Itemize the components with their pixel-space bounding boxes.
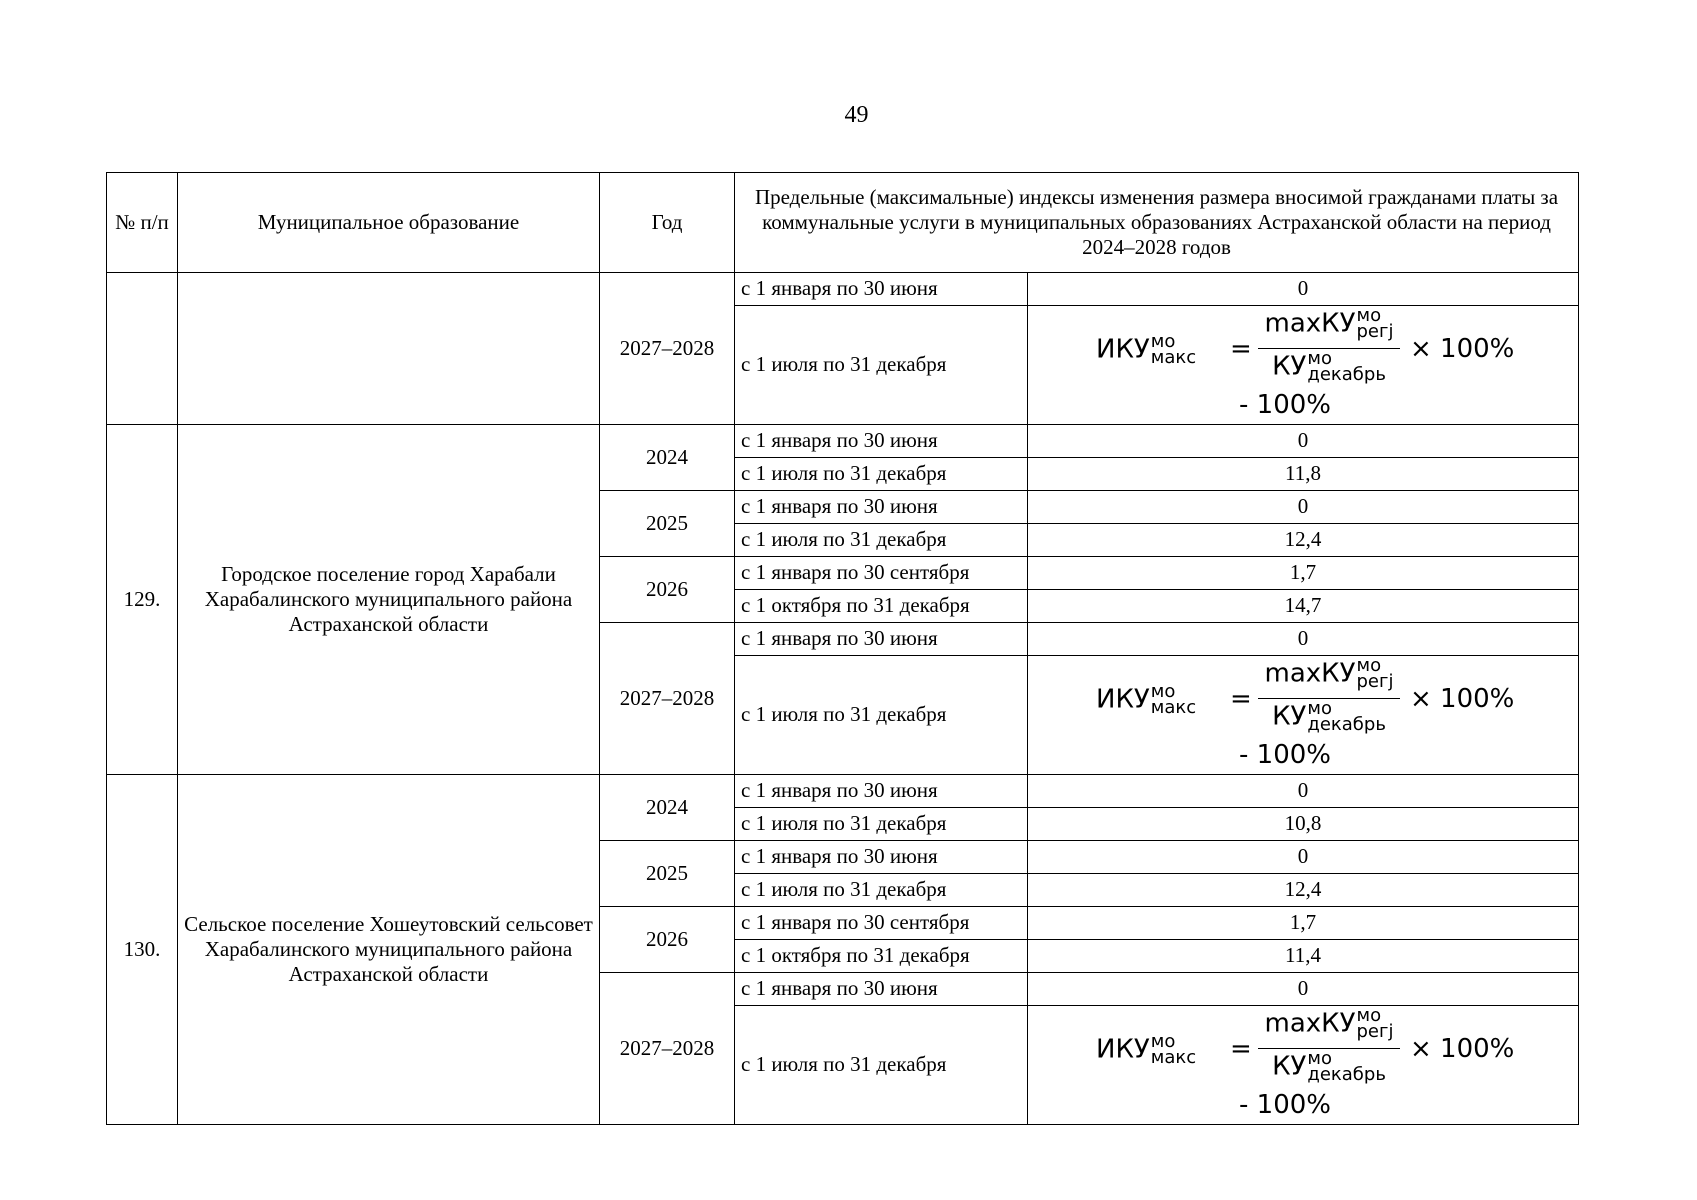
table-row — [107, 775, 1579, 808]
period-cell: с 1 октября по 31 декабря — [735, 590, 1028, 623]
formula-times: × 100% — [1410, 334, 1515, 364]
formula-lhs: ИКУ мо макс — [1096, 331, 1197, 369]
period-cell: с 1 октября по 31 декабря — [735, 940, 1028, 973]
year-cell: 2024 — [600, 775, 735, 841]
row-number: 130. — [107, 775, 178, 1125]
year-cell: 2025 — [600, 841, 735, 907]
period-cell: с 1 июля по 31 декабря — [735, 808, 1028, 841]
formula-times: × 100% — [1410, 684, 1515, 714]
header-index: Предельные (максимальные) индексы изменения размера вносимой гражданами платы за коммунальные услуги в муниципальных образованиях Астраханской области на период 2024–2028 годов — [735, 173, 1579, 273]
period-cell: с 1 января по 30 сентября — [735, 907, 1028, 940]
formula-cell — [1028, 306, 1579, 425]
formula-lhs: ИКУ мо макс — [1096, 1031, 1197, 1069]
indices-table — [106, 172, 1579, 1125]
period-cell: с 1 января по 30 июня — [735, 973, 1028, 1006]
row-number: 129. — [107, 425, 178, 775]
year-cell: 2024 — [600, 425, 735, 491]
period-cell: с 1 января по 30 июня — [735, 623, 1028, 656]
table-body — [107, 273, 1579, 1125]
formula-lhs: ИКУ мо макс — [1096, 681, 1197, 719]
header-num: № п/п — [107, 173, 178, 273]
index-value: 0 — [1028, 973, 1579, 1006]
formula-numerator: maxКУ мо регj — [1264, 305, 1394, 343]
formula-denominator: КУ мо декабрь — [1272, 348, 1386, 386]
table-row — [107, 273, 1579, 306]
table-row — [107, 425, 1579, 458]
formula-denominator: КУ мо декабрь — [1272, 698, 1386, 736]
period-cell: с 1 января по 30 июня — [735, 273, 1028, 306]
header-year: Год — [600, 173, 735, 273]
index-value: 1,7 — [1028, 907, 1579, 940]
municipality-name — [178, 273, 600, 425]
year-cell: 2026 — [600, 557, 735, 623]
formula-fraction — [1256, 306, 1402, 391]
index-formula — [1034, 306, 1572, 424]
row-number — [107, 273, 178, 425]
index-value: 14,7 — [1028, 590, 1579, 623]
period-cell: с 1 июля по 31 декабря — [735, 874, 1028, 907]
formula-numerator: maxКУ мо регj — [1264, 655, 1394, 693]
period-cell: с 1 января по 30 июня — [735, 491, 1028, 524]
year-cell: 2025 — [600, 491, 735, 557]
period-cell: с 1 июля по 31 декабря — [735, 524, 1028, 557]
header-municipality: Муниципальное образование — [178, 173, 600, 273]
formula-numerator: maxКУ мо регj — [1264, 1005, 1394, 1043]
header-row — [107, 173, 1579, 273]
index-value: 10,8 — [1028, 808, 1579, 841]
formula-fraction — [1256, 656, 1402, 741]
page-number: 49 — [844, 102, 869, 128]
formula-minus: - 100% — [1239, 740, 1331, 770]
period-cell: с 1 июля по 31 декабря — [735, 306, 1028, 425]
index-value: 0 — [1028, 623, 1579, 656]
index-value: 0 — [1028, 273, 1579, 306]
period-cell: с 1 января по 30 июня — [735, 841, 1028, 874]
index-value: 0 — [1028, 775, 1579, 808]
index-value: 11,4 — [1028, 940, 1579, 973]
index-value: 11,8 — [1028, 458, 1579, 491]
formula-cell — [1028, 1006, 1579, 1125]
formula-minus: - 100% — [1239, 390, 1331, 420]
municipality-name: Сельское поселение Хошеутовский сельсовет Харабалинского муниципального района Астраханской области — [178, 775, 600, 1125]
index-value: 0 — [1028, 491, 1579, 524]
index-value: 1,7 — [1028, 557, 1579, 590]
period-cell: с 1 июля по 31 декабря — [735, 656, 1028, 775]
index-value: 12,4 — [1028, 524, 1579, 557]
period-cell: с 1 января по 30 июня — [735, 775, 1028, 808]
index-value: 0 — [1028, 425, 1579, 458]
formula-equals: = — [1230, 1034, 1252, 1064]
index-formula — [1034, 1006, 1572, 1124]
period-cell: с 1 июля по 31 декабря — [735, 1006, 1028, 1125]
year-cell: 2027–2028 — [600, 623, 735, 775]
municipality-name: Городское поселение город Харабали Харабалинского муниципального района Астраханской области — [178, 425, 600, 775]
index-formula — [1034, 656, 1572, 774]
index-value: 12,4 — [1028, 874, 1579, 907]
formula-times: × 100% — [1410, 1034, 1515, 1064]
formula-fraction — [1256, 1006, 1402, 1091]
formula-minus: - 100% — [1239, 1090, 1331, 1120]
formula-equals: = — [1230, 684, 1252, 714]
formula-denominator: КУ мо декабрь — [1272, 1048, 1386, 1086]
formula-cell — [1028, 656, 1579, 775]
formula-equals: = — [1230, 334, 1252, 364]
period-cell: с 1 июля по 31 декабря — [735, 458, 1028, 491]
year-cell: 2026 — [600, 907, 735, 973]
year-cell: 2027–2028 — [600, 273, 735, 425]
period-cell: с 1 января по 30 сентября — [735, 557, 1028, 590]
year-cell: 2027–2028 — [600, 973, 735, 1125]
period-cell: с 1 января по 30 июня — [735, 425, 1028, 458]
index-value: 0 — [1028, 841, 1579, 874]
